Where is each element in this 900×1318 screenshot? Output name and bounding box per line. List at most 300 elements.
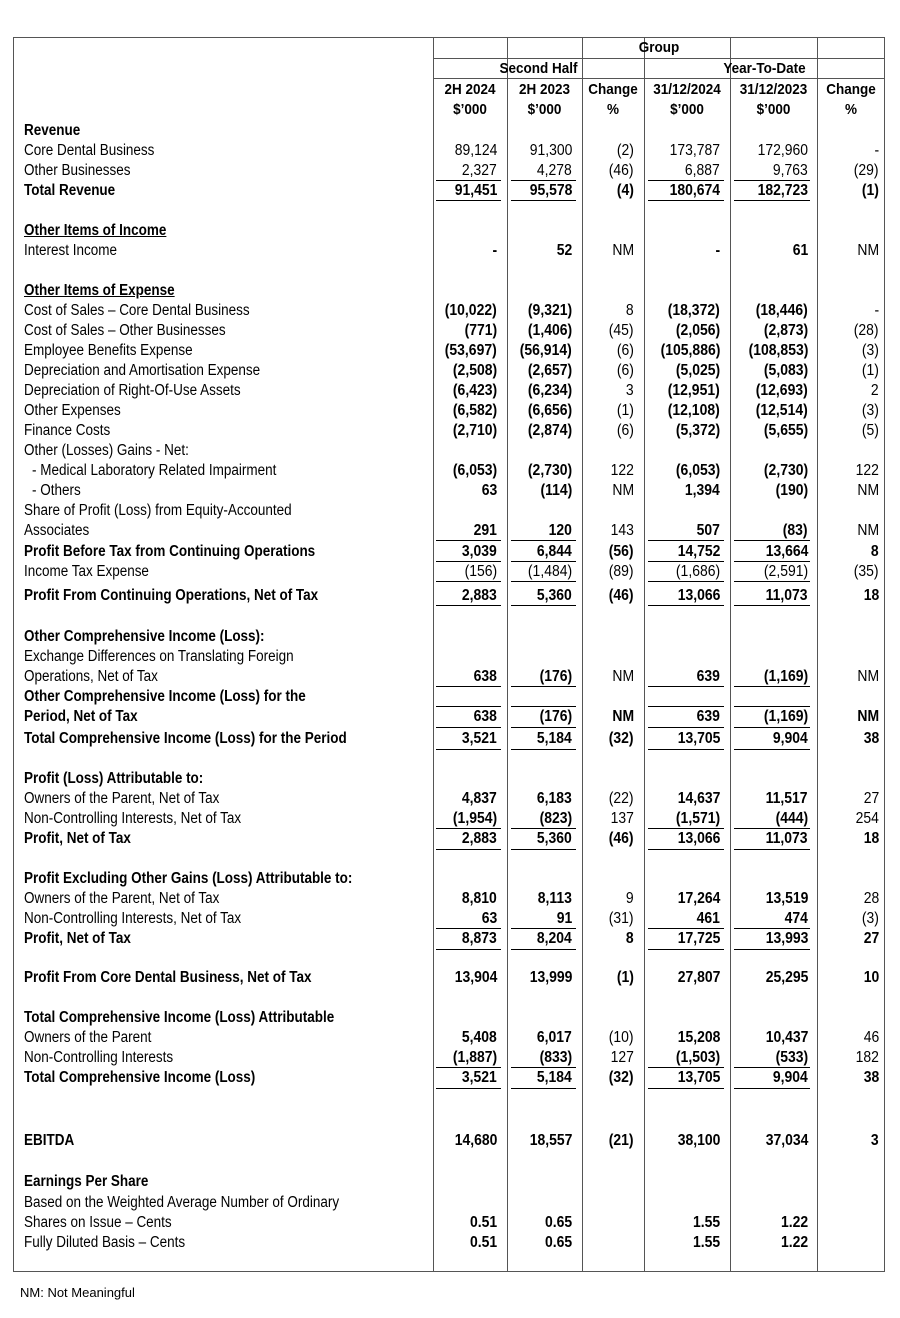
row-value: 639 [696,668,720,685]
row-label: Period, Net of Tax [24,708,138,725]
row-value: (18,446) [756,302,808,319]
row-label: Total Comprehensive Income (Loss) Attributable [24,1009,335,1026]
row-label: Share of Profit (Loss) from Equity-Accounted [24,502,292,519]
row-label: Core Dental Business [24,142,155,159]
row-value: 9 [626,890,634,907]
row-value: 38 [863,730,879,747]
row-value: 507 [696,522,720,539]
total-rule [511,727,576,728]
total-rule [511,1067,576,1068]
row-value: (2,657) [527,362,572,379]
row-value: 11,073 [766,830,808,847]
row-value: 120 [548,522,572,539]
row-label: EBITDA [24,1132,75,1149]
row-value: (1) [861,182,879,199]
header-unit: % [844,101,858,118]
row-value: (823) [539,810,572,827]
row-value: 1.55 [692,1214,720,1231]
row-label: Other Items of Income [24,222,167,239]
row-value: 18 [863,587,879,604]
row-value: (833) [539,1049,572,1066]
total-rule [436,849,501,850]
row-value: 291 [473,522,497,539]
row-value: 14,680 [454,1132,497,1149]
total-rule [648,706,724,707]
row-value: 63 [481,910,497,927]
row-value: (83) [783,522,808,539]
row-value: 5,184 [537,1069,572,1086]
table-row [0,1068,900,1088]
total-rule [436,180,501,181]
row-value: 182,723 [757,182,808,199]
row-value: 2,327 [462,162,497,179]
row-value: 91,300 [529,142,572,159]
row-value: (6) [616,342,634,359]
total-rule [511,686,576,687]
total-rule [511,949,576,950]
row-value: 28 [863,890,879,907]
row-value: 10 [863,969,879,986]
total-rule [511,828,576,829]
row-value: 52 [556,242,572,259]
row-value: (46) [609,162,634,179]
row-value: (6,656) [527,402,572,419]
table-row [0,929,900,949]
table-row [0,1193,900,1213]
row-value: (10) [609,1029,634,1046]
row-value: 6,017 [537,1029,572,1046]
row-value: 8,810 [462,890,497,907]
row-value: (6,423) [452,382,497,399]
row-value: 13,664 [765,543,808,560]
row-value: (9,321) [527,302,572,319]
row-value: (5,083) [763,362,808,379]
row-value: (1) [861,362,879,379]
row-value: (6,582) [452,402,497,419]
row-value: (2) [616,142,634,159]
row-label: Profit Excluding Other Gains (Loss) Attributable to: [24,870,353,887]
row-value: 13,066 [677,587,720,604]
row-value: 4,278 [537,162,572,179]
row-label: Profit From Core Dental Business, Net of Tax [24,969,312,986]
table-row [0,769,900,789]
row-value: 172,960 [757,142,808,159]
table-row [0,381,900,401]
row-value: (444) [775,810,808,827]
row-value: (46) [609,830,634,847]
row-label: Other Expenses [24,402,121,419]
table-row [0,481,900,501]
row-value: 8 [626,930,634,947]
row-value: (2,508) [452,362,497,379]
table-row [0,221,900,241]
total-rule [734,828,810,829]
row-value: (89) [609,563,634,580]
row-value: (1,954) [452,810,497,827]
total-rule [511,749,576,750]
table-row [0,341,900,361]
row-value: 1.55 [692,1234,720,1251]
header-2h-2023: 2H 2023 [518,81,571,98]
row-value: NM [857,522,879,539]
row-value: (1,169) [763,668,808,685]
table-row [0,729,900,749]
total-rule [734,561,810,562]
total-rule [436,949,501,950]
row-value: 17,725 [677,930,720,947]
table-row [0,667,900,687]
row-value: (2,056) [675,322,720,339]
row-value: 15,208 [677,1029,720,1046]
table-row [0,181,900,201]
row-label: Operations, Net of Tax [24,668,158,685]
row-value: 1.22 [780,1234,808,1251]
row-value: 25,295 [765,969,808,986]
row-value: NM [612,482,634,499]
row-value: 38 [863,1069,879,1086]
total-rule [734,1067,810,1068]
total-rule [648,686,724,687]
total-rule [511,849,576,850]
table-row [0,627,900,647]
row-value: (45) [609,322,634,339]
total-rule [436,581,501,582]
total-rule [648,1067,724,1068]
row-value: (21) [609,1132,634,1149]
total-rule [648,540,724,541]
header-unit: $’000 [756,101,791,118]
row-value: (105,886) [660,342,720,359]
total-rule [436,727,501,728]
row-value: 13,993 [765,930,808,947]
row-value: 638 [473,668,497,685]
row-value: 13,999 [529,969,572,986]
row-label: Exchange Differences on Translating Foreign [24,648,294,665]
row-value: NM [857,708,879,725]
table-row [0,161,900,181]
total-rule [648,849,724,850]
row-value: (6,053) [675,462,720,479]
table-row [0,1213,900,1233]
row-value: 0.51 [469,1234,497,1251]
row-value: 5,408 [462,1029,497,1046]
total-rule [648,828,724,829]
row-value: (5,655) [763,422,808,439]
table-row [0,1008,900,1028]
row-label: Owners of the Parent, Net of Tax [24,790,220,807]
total-rule [648,581,724,582]
header-2h-2024: 2H 2024 [444,81,496,98]
table-row [0,562,900,582]
total-rule [436,749,501,750]
row-value: 461 [696,910,720,927]
header-rule [433,78,885,79]
total-rule [511,581,576,582]
row-value: 2 [871,382,879,399]
table-row [0,461,900,481]
row-label: - Medical Laboratory Related Impairment [32,462,277,479]
total-rule [734,706,810,707]
table-row [0,501,900,521]
total-rule [734,928,810,929]
row-label: Other Items of Expense [24,282,175,299]
row-value: (6,053) [452,462,497,479]
header-change: Change [826,81,876,98]
table-row [0,909,900,929]
row-value: (1,169) [763,708,808,725]
total-rule [511,561,576,562]
row-value: (22) [609,790,634,807]
row-label: Total Comprehensive Income (Loss) for the Period [24,730,347,747]
row-label: Owners of the Parent [24,1029,152,1046]
row-label: Non-Controlling Interests [24,1049,174,1066]
row-value: 180,674 [669,182,720,199]
row-value: (12,108) [668,402,720,419]
row-value: 254 [855,810,879,827]
row-label: Cost of Sales – Other Businesses [24,322,226,339]
total-rule [436,200,501,201]
row-value: (1) [616,402,634,419]
row-value: - [874,302,879,319]
row-value: (1,887) [452,1049,497,1066]
row-value: 2,883 [462,587,497,604]
row-value: (176) [539,708,572,725]
total-rule [436,1088,501,1089]
row-value: 89,124 [454,142,497,159]
total-rule [436,828,501,829]
row-value: (533) [775,1049,808,1066]
row-value: 6,887 [685,162,720,179]
row-value: 1.22 [780,1214,808,1231]
row-value: (53,697) [445,342,497,359]
row-value: 3,521 [462,1069,497,1086]
total-rule [734,949,810,950]
row-value: 9,904 [773,730,808,747]
table-row [0,281,900,301]
row-value: (2,730) [527,462,572,479]
total-rule [734,180,810,181]
row-value: 0.51 [469,1214,497,1231]
row-value: 5,360 [537,830,572,847]
row-value: 638 [473,708,497,725]
row-label: Interest Income [24,242,117,259]
table-row [0,1048,900,1068]
row-label: Profit, Net of Tax [24,830,131,847]
row-value: 8 [871,543,879,560]
table-row [0,789,900,809]
row-value: 4,837 [462,790,497,807]
row-value: (5,025) [675,362,720,379]
row-label: Associates [24,522,90,539]
row-value: (1,484) [527,563,572,580]
row-value: - [715,242,720,259]
row-value: (56,914) [520,342,572,359]
header-rule [433,58,885,59]
row-value: 18,557 [529,1132,572,1149]
row-value: (12,514) [756,402,808,419]
table-row [0,968,900,988]
row-value: 137 [610,810,634,827]
row-value: 8,873 [462,930,497,947]
row-value: 182 [855,1049,879,1066]
row-value: 11,073 [766,587,808,604]
table-row [0,647,900,667]
table-row [0,421,900,441]
row-label: Owners of the Parent, Net of Tax [24,890,220,907]
table-row [0,321,900,341]
row-value: 173,787 [669,142,720,159]
total-rule [436,928,501,929]
row-value: 143 [610,522,634,539]
header-second-half: Second Half [499,60,578,77]
row-label: Based on the Weighted Average Number of Ordinary [24,1194,340,1211]
total-rule [511,200,576,201]
row-label: Profit (Loss) Attributable to: [24,770,204,787]
row-value: (1,686) [675,563,720,580]
row-label: Other Comprehensive Income (Loss) for the [24,688,306,705]
total-rule [511,180,576,181]
row-label: Employee Benefits Expense [24,342,193,359]
row-value: 2,883 [462,830,497,847]
row-value: 13,066 [677,830,720,847]
row-value: 8,204 [537,930,572,947]
total-rule [648,727,724,728]
footnote: NM: Not Meaningful [20,1285,135,1300]
row-value: 63 [481,482,497,499]
header-unit: $’000 [527,101,562,118]
row-label: Other (Losses) Gains - Net: [24,442,189,459]
row-value: 9,763 [773,162,808,179]
row-value: 61 [792,242,808,259]
row-value: (5,372) [675,422,720,439]
table-row [0,301,900,321]
row-value: - [492,242,497,259]
total-rule [734,540,810,541]
row-value: 639 [696,708,720,725]
row-value: 10,437 [765,1029,808,1046]
row-value: 0.65 [544,1214,572,1231]
row-value: (29) [854,162,879,179]
row-value: 127 [610,1049,634,1066]
row-label: Earnings Per Share [24,1173,149,1190]
total-rule [648,200,724,201]
row-value: (3) [861,342,879,359]
row-value: 3 [626,382,634,399]
row-value: 13,519 [765,890,808,907]
row-value: NM [612,708,634,725]
table-row [0,809,900,829]
row-value: 11,517 [766,790,808,807]
row-value: (2,710) [452,422,497,439]
total-rule [511,540,576,541]
total-rule [648,1088,724,1089]
row-value: (56) [609,543,634,560]
total-rule [734,1088,810,1089]
total-rule [436,1067,501,1068]
row-label: Profit From Continuing Operations, Net of Tax [24,587,319,604]
row-value: 3,039 [462,543,497,560]
row-value: (12,693) [756,382,808,399]
row-label: Revenue [24,122,81,139]
row-value: 27 [863,790,879,807]
total-rule [648,749,724,750]
table-row [0,361,900,381]
row-value: 9,904 [773,1069,808,1086]
row-value: 6,844 [537,543,572,560]
row-value: 8,113 [537,890,572,907]
table-row [0,141,900,161]
table-row [0,521,900,541]
total-rule [436,540,501,541]
row-value: (46) [609,587,634,604]
table-row [0,829,900,849]
row-value: (3) [861,910,879,927]
header-unit: $’000 [670,101,704,118]
total-rule [511,1088,576,1089]
row-value: (6) [616,362,634,379]
row-value: (108,853) [748,342,808,359]
row-label: Depreciation and Amortisation Expense [24,362,261,379]
row-value: (190) [775,482,808,499]
row-label: Non-Controlling Interests, Net of Tax [24,910,242,927]
table-row [0,241,900,261]
table-row [0,401,900,421]
row-value: 37,034 [765,1132,808,1149]
row-value: NM [857,482,879,499]
row-value: 3 [871,1132,879,1149]
row-value: 91 [556,910,572,927]
total-rule [511,605,576,606]
row-value: 14,752 [677,543,720,560]
row-value: 38,100 [677,1132,720,1149]
row-value: (156) [464,563,497,580]
row-value: - [874,142,879,159]
row-value: (28) [854,322,879,339]
row-label: Profit Before Tax from Continuing Operations [24,543,316,560]
row-value: 122 [855,462,879,479]
total-rule [511,928,576,929]
row-value: (1,571) [675,810,720,827]
header-unit: $’000 [453,101,487,118]
table-row [0,869,900,889]
row-value: 122 [610,462,634,479]
table-row [0,1172,900,1192]
total-rule [734,686,810,687]
row-value: (4) [616,182,634,199]
row-value: 5,184 [537,730,572,747]
row-value: NM [612,242,634,259]
row-value: 8 [626,302,634,319]
row-value: (31) [609,910,634,927]
row-value: (32) [609,1069,634,1086]
total-rule [734,581,810,582]
row-value: (32) [609,730,634,747]
row-value: (114) [540,482,572,499]
row-value: (1,406) [527,322,572,339]
table-row [0,687,900,707]
table-row [0,1233,900,1253]
header-unit: % [606,101,620,118]
header-ytd-2024: 31/12/2024 [653,81,721,98]
row-label: Other Comprehensive Income (Loss): [24,628,265,645]
row-value: (1) [616,969,634,986]
header-year-to-date: Year-To-Date [723,60,806,77]
total-rule [734,200,810,201]
total-rule [511,706,576,707]
total-rule [734,749,810,750]
table-row [0,542,900,562]
total-rule [648,928,724,929]
